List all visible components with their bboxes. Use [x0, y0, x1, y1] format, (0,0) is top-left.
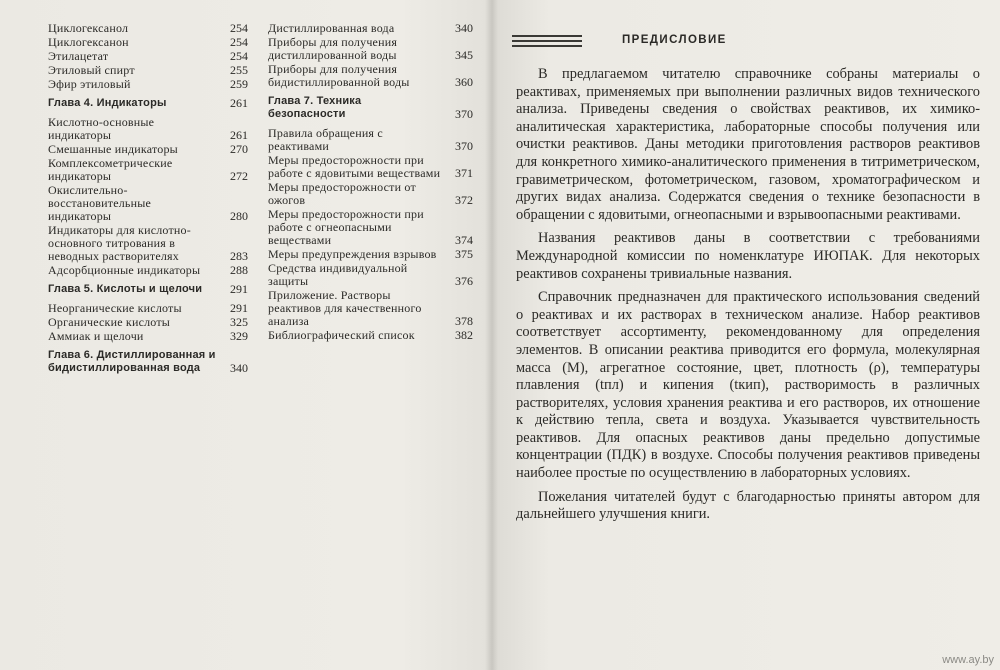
toc-entry — [48, 143, 248, 156]
toc-entry-title: Меры предосторожности при работе с ядовитыми веществами — [268, 153, 441, 180]
toc-entry — [268, 262, 473, 288]
toc-entry-page: 340 — [230, 361, 248, 375]
toc-entry-page: 376 — [455, 274, 473, 288]
toc-entry — [268, 248, 473, 261]
preface-heading: ПРЕДИСЛОВИЕ — [622, 34, 727, 46]
toc-chapter — [48, 283, 248, 296]
preface-paragraph: В предлагаемом читателю справочнике собраны материалы о реактивах, применяемых при выполнении различных видов технического анализа. Приведены сведения о свойствах реактивов, их химико-аналитическая характеристика, лабораторные способы получения или очистки реактивов. Даны методики приготовления растворов реактивов для конкретного химико-аналитического применения в титриметрическом, гравиметрическом, фотометрическом, газовом, хроматографическом и других видах анализа. Содержатся сведения о технике безопасности в обращении с ядовитыми, огнеопасными и взрывоопасными реактивами. — [516, 66, 980, 223]
toc-entry — [268, 208, 473, 247]
toc-entry-title: Органические кислоты — [48, 315, 171, 329]
toc-entry-page: 325 — [230, 315, 248, 329]
toc-entry-title: Меры предупреждения взрывов — [268, 247, 437, 261]
toc-entry-title: Окислительно-восстановительные индикаторы — [48, 183, 152, 223]
toc-entry — [48, 116, 248, 142]
toc-chapter — [48, 349, 248, 375]
toc-entry-title: Правила обращения с реактивами — [268, 126, 383, 153]
toc-entry-page: 329 — [230, 329, 248, 343]
toc-entry-title: Глава 7. Техника безопасности — [268, 95, 362, 120]
toc-entry — [48, 264, 248, 277]
toc-entry — [48, 184, 248, 223]
toc-chapter — [268, 95, 473, 121]
toc-entry-title: Эфир этиловый — [48, 77, 131, 91]
toc-entry-page: 374 — [455, 233, 473, 247]
toc-entry-page: 370 — [455, 139, 473, 153]
toc-chapter — [48, 97, 248, 110]
toc-entry — [48, 157, 248, 183]
toc-entry-page: 378 — [455, 314, 473, 328]
toc-entry — [48, 36, 248, 49]
toc-entry-title: Комплексометрические индикаторы — [48, 156, 173, 183]
toc-entry-title: Приложение. Растворы реактивов для качественного анализа — [268, 288, 422, 328]
preface-heading-row — [512, 34, 982, 50]
preface-paragraph: Пожелания читателей будут с благодарностью приняты автором для дальнейшего улучшения книги. — [516, 488, 980, 523]
toc-entry-title: Этиловый спирт — [48, 63, 135, 77]
toc-entry-title: Средства индивидуальной защиты — [268, 261, 408, 288]
toc-entry — [268, 63, 473, 89]
toc-entry — [48, 302, 248, 315]
toc-entry-title: Глава 5. Кислоты и щелочи — [48, 283, 203, 295]
toc-entry — [268, 154, 473, 180]
toc-entry-page: 254 — [230, 35, 248, 49]
toc-entry-page: 255 — [230, 63, 248, 77]
toc-column-1 — [48, 22, 248, 381]
toc-entry-page: 261 — [230, 128, 248, 142]
toc-entry-title: Приборы для получения бидистиллированной воды — [268, 62, 410, 89]
toc-entry — [268, 22, 473, 35]
ornament-lines — [512, 34, 582, 48]
toc-entry-title: Неорганические кислоты — [48, 301, 182, 315]
toc-entry-page: 371 — [455, 166, 473, 180]
toc-column-2 — [268, 22, 473, 343]
toc-entry-title: Приборы для получения дистиллированной воды — [268, 35, 398, 62]
toc-entry — [48, 330, 248, 343]
toc-entry-page: 370 — [455, 107, 473, 121]
toc-entry-page: 345 — [455, 48, 473, 62]
toc-entry-page: 291 — [230, 301, 248, 315]
toc-entry-page: 283 — [230, 249, 248, 263]
toc-entry-page: 254 — [230, 49, 248, 63]
toc-entry-title: Кислотно-основные индикаторы — [48, 115, 155, 142]
toc-entry-title: Циклогексанол — [48, 21, 129, 35]
toc-entry — [268, 181, 473, 207]
toc-entry-page: 360 — [455, 75, 473, 89]
toc-entry-page: 270 — [230, 142, 248, 156]
toc-entry-title: Глава 6. Дистиллированная и бидистиллированная вода — [48, 349, 216, 374]
toc-entry — [48, 224, 248, 263]
toc-entry-page: 340 — [455, 21, 473, 35]
toc-entry-page: 272 — [230, 169, 248, 183]
toc-entry-title: Дистиллированная вода — [268, 21, 395, 35]
toc-entry-page: 280 — [230, 209, 248, 223]
toc-entry-page: 375 — [455, 247, 473, 261]
toc-entry — [48, 64, 248, 77]
toc-entry — [268, 329, 473, 342]
toc-entry-page: 291 — [230, 282, 248, 296]
toc-entry — [48, 22, 248, 35]
toc-entry-title: Этилацетат — [48, 49, 109, 63]
toc-entry — [268, 289, 473, 328]
toc-entry — [268, 36, 473, 62]
preface-paragraph: Названия реактивов даны в соответствии с требованиями Международной комиссии по номенклатуре ИЮПАК. Для некоторых реактивов сохранены тривиальные названия. — [516, 230, 980, 282]
toc-entry-page: 372 — [455, 193, 473, 207]
toc-entry-page: 382 — [455, 328, 473, 342]
toc-entry-page: 288 — [230, 263, 248, 277]
toc-entry — [268, 127, 473, 153]
toc-entry-title: Циклогексанон — [48, 35, 129, 49]
left-page-contents — [0, 0, 490, 670]
preface-body — [516, 66, 980, 530]
watermark: www.ay.by — [942, 654, 994, 666]
toc-entry-title: Индикаторы для кислотно-основного титрования в неводных растворителях — [48, 223, 191, 263]
toc-entry-page: 259 — [230, 77, 248, 91]
toc-entry-title: Меры предосторожности от ожогов — [268, 180, 416, 207]
toc-entry-title: Меры предосторожности при работе с огнеопасными веществами — [268, 207, 424, 247]
toc-entry — [48, 78, 248, 91]
toc-entry-page: 254 — [230, 21, 248, 35]
preface-paragraph: Справочник предназначен для практического использования сведений о реактивах и их растворах в техническом анализе. Набор реактивов соответствует ассортименту, рекомендованному для определения элементов. В описании реактива приводится его формула, молекулярная масса (M), агрегатное состояние, цвет, плотность (ρ), температуры плавления (tпл) и кипения (tкип), растворимость в различных растворителях, условия хранения реактива и его растворов, их отношение к действию тепла, света и воздуха. Указывается чувствительность реактивов. Для опасных реактивов даны предельно допустимые концентрации (ПДК) в воздухе. Способы получения реактивов приведены наиболее простые по осуществлению в лабораторных условиях. — [516, 289, 980, 482]
toc-entry — [48, 50, 248, 63]
toc-entry-title: Глава 4. Индикаторы — [48, 97, 167, 109]
toc-entry — [48, 316, 248, 329]
right-page-preface — [490, 0, 1000, 670]
toc-entry-title: Аммиак и щелочи — [48, 329, 144, 343]
toc-entry-page: 261 — [230, 96, 248, 110]
toc-entry-title: Адсорбционные индикаторы — [48, 263, 201, 277]
toc-entry-title: Смешанные индикаторы — [48, 142, 178, 156]
toc-entry-title: Библиографический список — [268, 328, 415, 342]
